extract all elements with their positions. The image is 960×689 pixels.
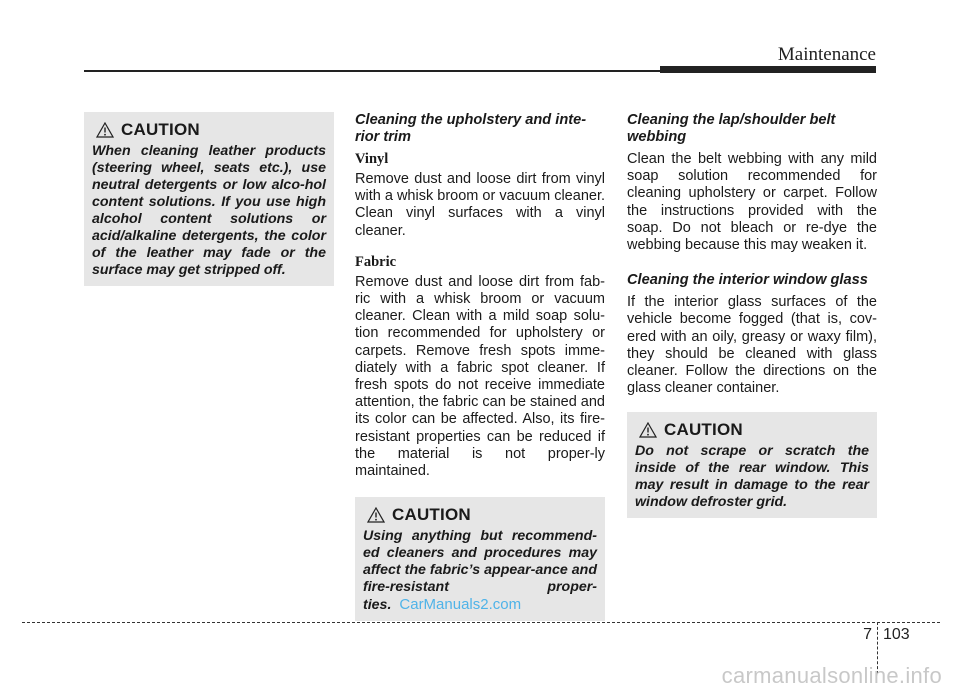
caution-text — [363, 528, 597, 614]
header-rule-thin — [84, 70, 660, 72]
vinyl-heading: Vinyl — [355, 151, 389, 167]
chapter-number: 7 — [863, 626, 872, 643]
warning-triangle-icon — [367, 507, 385, 523]
footer-rule — [22, 622, 940, 623]
caution-box-leather — [84, 112, 334, 286]
caution-heading — [363, 505, 597, 525]
right-column — [627, 112, 877, 518]
caution-box-fabric — [355, 497, 605, 621]
section-title: Maintenance — [777, 44, 876, 65]
left-column — [84, 112, 334, 286]
belt-title: Cleaning the lap/shoulder belt webbing — [627, 112, 836, 145]
fabric-heading: Fabric — [355, 253, 397, 270]
caution-text: When cleaning leather products (steering wheel, seats etc.), use neutral detergents or low alco-hol content solutions. If you use high alcohol content solutions or acid/alkaline detergents, the color of the leather may fade or the surface may get stripped off. — [92, 143, 326, 278]
caution-title: CAUTION — [121, 120, 200, 139]
caution-text-body: Using anything but recommend-ed cleaners and procedures may affect the fabric’s appear-ance and fire-resistant proper-ties. — [363, 528, 597, 614]
warning-triangle-icon — [96, 122, 114, 138]
glass-title: Cleaning the interior window glass — [627, 272, 868, 289]
caution-text: Do not scrape or scratch the inside of the rear window. This may result in damage to the rear window defroster grid. — [635, 443, 869, 511]
caution-heading — [92, 120, 326, 140]
caution-box-window — [627, 412, 877, 518]
site-watermark: carmanualsonline.info — [721, 663, 942, 688]
upholstery-title: Cleaning the upholstery and inte-rior trim — [355, 112, 587, 145]
header-rule-thick — [660, 66, 876, 73]
caution-title: CAUTION — [664, 420, 743, 440]
middle-column — [355, 112, 605, 621]
watermark-link[interactable]: CarManuals2.com — [399, 596, 522, 614]
page-number: 103 — [883, 626, 910, 643]
caution-heading — [635, 420, 869, 440]
glass-text: If the interior glass surfaces of the vehicle become fogged (that is, cov-ered with an oily, greasy or waxy film), they should be cleaned with glass cleaner. Follow the directions on the glass cleaner container. — [627, 294, 877, 397]
vinyl-text: Remove dust and loose dirt from vinyl with a whisk broom or vacuum cleaner. Clean vinyl surfaces with a vinyl cleaner. — [355, 171, 605, 239]
caution-title: CAUTION — [392, 505, 471, 525]
fabric-text: Remove dust and loose dirt from fab-ric with a whisk broom or vacuum cleaner. Clean with a mild soap solu-tion recommended for upholstery or carpets. Remove fresh spots imme-diately with a fabric spot cleaner. If fresh spots do not receive immediate attention, the fabric can be stained and its color can be affected. Also, its fire-resistant properties can be reduced if the material is not proper-ly maintained. — [355, 273, 605, 480]
warning-triangle-icon — [639, 422, 657, 438]
belt-text: Clean the belt webbing with any mild soap solution recommended for cleaning upholstery or carpet. Follow the instructions provided with the soap. Do not bleach or re-dye the webbing because this may weaken it. — [627, 151, 877, 254]
